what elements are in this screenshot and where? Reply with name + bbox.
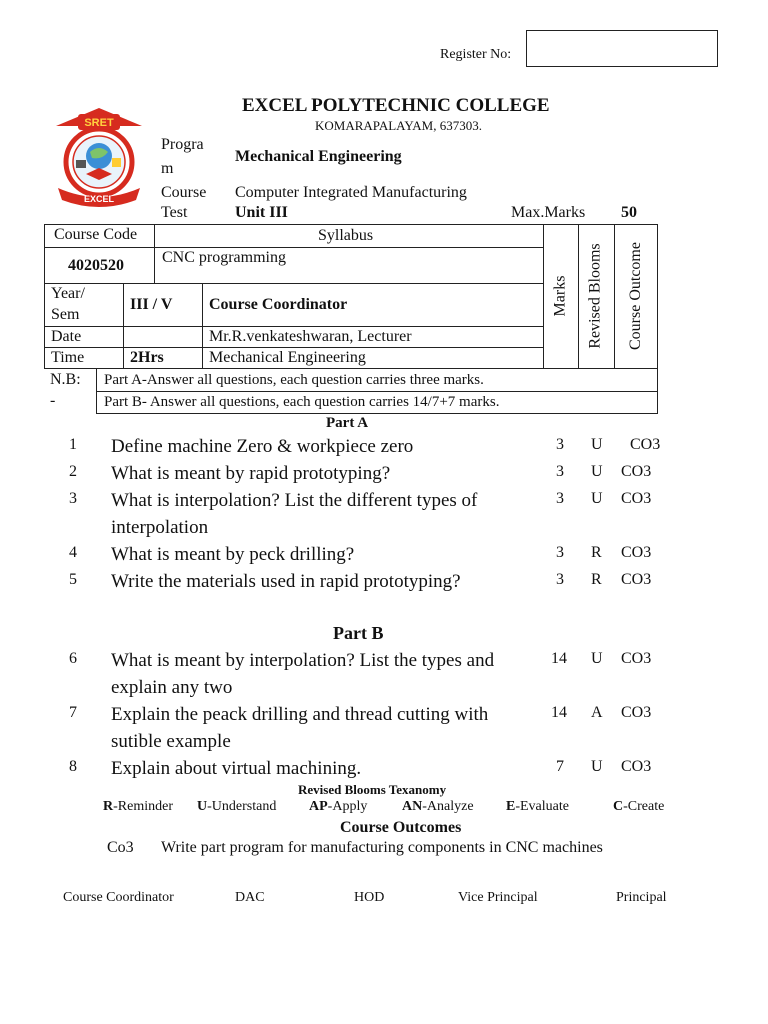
blooms-legend-item [613,799,664,815]
question-line: What is meant by peck drilling? [111,544,355,565]
logo-top-text: SRET [84,117,114,129]
question-course-outcome: CO3 [621,544,652,561]
blooms-legend-item [103,799,173,815]
question-course-outcome: CO3 [621,650,652,667]
question-number: 2 [69,463,77,480]
blooms-description: -Analyze [422,799,474,814]
question-blooms-level: R [591,571,602,588]
question-number: 4 [69,544,77,561]
course-value: Computer Integrated Manufacturing [235,184,467,201]
time-label: Time [51,349,85,366]
question-text [111,487,539,541]
signature-label: Course Coordinator [63,890,174,905]
blooms-key: C [613,799,624,814]
blooms-description: -Understand [207,799,277,814]
department: Mechanical Engineering [209,349,366,366]
outcome-code: Co3 [107,839,134,856]
course-code-value: 4020520 [68,257,124,274]
question-text [111,755,539,782]
time-value: 2Hrs [130,349,164,366]
question-text [111,647,539,701]
question-line: What is meant by rapid prototyping? [111,463,391,484]
question-line: What is interpolation? List the different types of [111,490,478,511]
blooms-legend-item [197,799,276,815]
part-a-title: Part A [326,415,369,431]
question-blooms-level: U [591,758,603,775]
blooms-description: -Create [623,799,665,814]
college-name: EXCEL POLYTECHNIC COLLEGE [242,95,550,116]
marks-header-cell [543,224,578,368]
question-course-outcome: CO3 [621,571,652,588]
question-marks: 3 [556,436,564,453]
coordinator-name: Mr.R.venkateshwaran, Lecturer [209,328,412,345]
blooms-legend-item [309,799,367,815]
outcome-header: Course Outcome [626,242,644,350]
question-marks: 3 [556,463,564,480]
course-label: Course [161,184,207,201]
part-b-title: Part B [333,623,384,643]
question-text [111,541,539,568]
question-line: Explain the peack drilling and thread cutting with [111,704,489,725]
question-marks: 7 [556,758,564,775]
college-logo [52,106,146,210]
program-label-cont: m [161,160,174,177]
outcome-header-cell [614,224,657,368]
question-blooms-level: A [591,704,603,721]
question-number: 1 [69,436,77,453]
sem-label: Sem [51,306,80,323]
question-marks: 3 [556,544,564,561]
signature-label: HOD [354,890,385,905]
program-value: Mechanical Engineering [235,148,402,165]
question-blooms-level: U [591,650,603,667]
college-address: KOMARAPALAYAM, 637303. [315,118,482,133]
signature-label: Vice Principal [458,890,538,905]
question-number: 6 [69,650,77,667]
blooms-key: U [197,799,208,814]
course-code-label: Course Code [54,226,138,243]
question-number: 5 [69,571,77,588]
test-label: Test [161,204,188,221]
blooms-description: -Reminder [113,799,173,814]
outcomes-title: Course Outcomes [340,819,462,836]
program-label: Progra [161,136,204,153]
blooms-description: -Evaluate [515,799,569,814]
blooms-legend-item [506,799,569,815]
question-line: interpolation [111,517,209,538]
question-course-outcome: CO3 [621,490,652,507]
blooms-key: R [103,799,114,814]
test-value: Unit III [235,204,288,221]
marks-header: Marks [551,275,569,317]
nb-part-b: Part B- Answer all questions, each question carries 14/7+7 marks. [104,394,500,410]
logo-bottom-text: EXCEL [83,194,115,204]
college-logo-icon [52,106,146,210]
blooms-header: Revised Blooms [587,243,604,349]
nb-part-a: Part A-Answer all questions, each question carries three marks. [104,372,484,388]
signature-label: DAC [235,890,265,905]
register-number-box[interactable] [526,30,718,67]
blooms-header-cell [578,224,614,368]
max-marks-value: 50 [621,204,637,221]
question-text [111,568,539,595]
question-text [111,701,539,755]
date-label: Date [51,328,82,345]
year-value: III / V [130,296,173,313]
outcome-text: Write part program for manufacturing components in CNC machines [161,839,603,856]
signature-label: Principal [616,890,667,905]
nb-label: N.B: [50,371,81,388]
blooms-key: AP [309,799,328,814]
blooms-legend-item [402,799,474,815]
register-label: Register No: [440,47,512,62]
question-line: sutible example [111,731,231,752]
blooms-key: E [506,799,516,814]
question-number: 3 [69,490,77,507]
question-line: What is meant by interpolation? List the types and [111,650,495,671]
question-course-outcome: CO3 [621,758,652,775]
question-marks: 3 [556,571,564,588]
question-blooms-level: U [591,490,603,507]
nb-label-dash: - [50,392,56,409]
question-text [111,433,539,460]
blooms-description: -Apply [327,799,368,814]
question-course-outcome: CO3 [621,463,652,480]
question-course-outcome: CO3 [630,436,661,453]
question-number: 7 [69,704,77,721]
question-marks: 3 [556,490,564,507]
question-text [111,460,539,487]
question-course-outcome: CO3 [621,704,652,721]
blooms-key: AN [402,799,423,814]
max-marks-label: Max.Marks [511,204,586,221]
question-number: 8 [69,758,77,775]
year-label: Year/ [51,285,85,302]
question-marks: 14 [551,704,567,721]
question-line: Explain about virtual machining. [111,758,362,779]
question-line: explain any two [111,677,233,698]
coordinator-label: Course Coordinator [209,296,348,313]
question-blooms-level: U [591,436,603,453]
question-blooms-level: U [591,463,603,480]
blooms-title: Revised Blooms Texanomy [298,782,447,797]
question-line: Define machine Zero & workpiece zero [111,436,414,457]
question-blooms-level: R [591,544,602,561]
question-marks: 14 [551,650,567,667]
question-line: Write the materials used in rapid prototyping? [111,571,461,592]
syllabus-label: Syllabus [318,227,374,244]
syllabus-value: CNC programming [162,249,286,266]
